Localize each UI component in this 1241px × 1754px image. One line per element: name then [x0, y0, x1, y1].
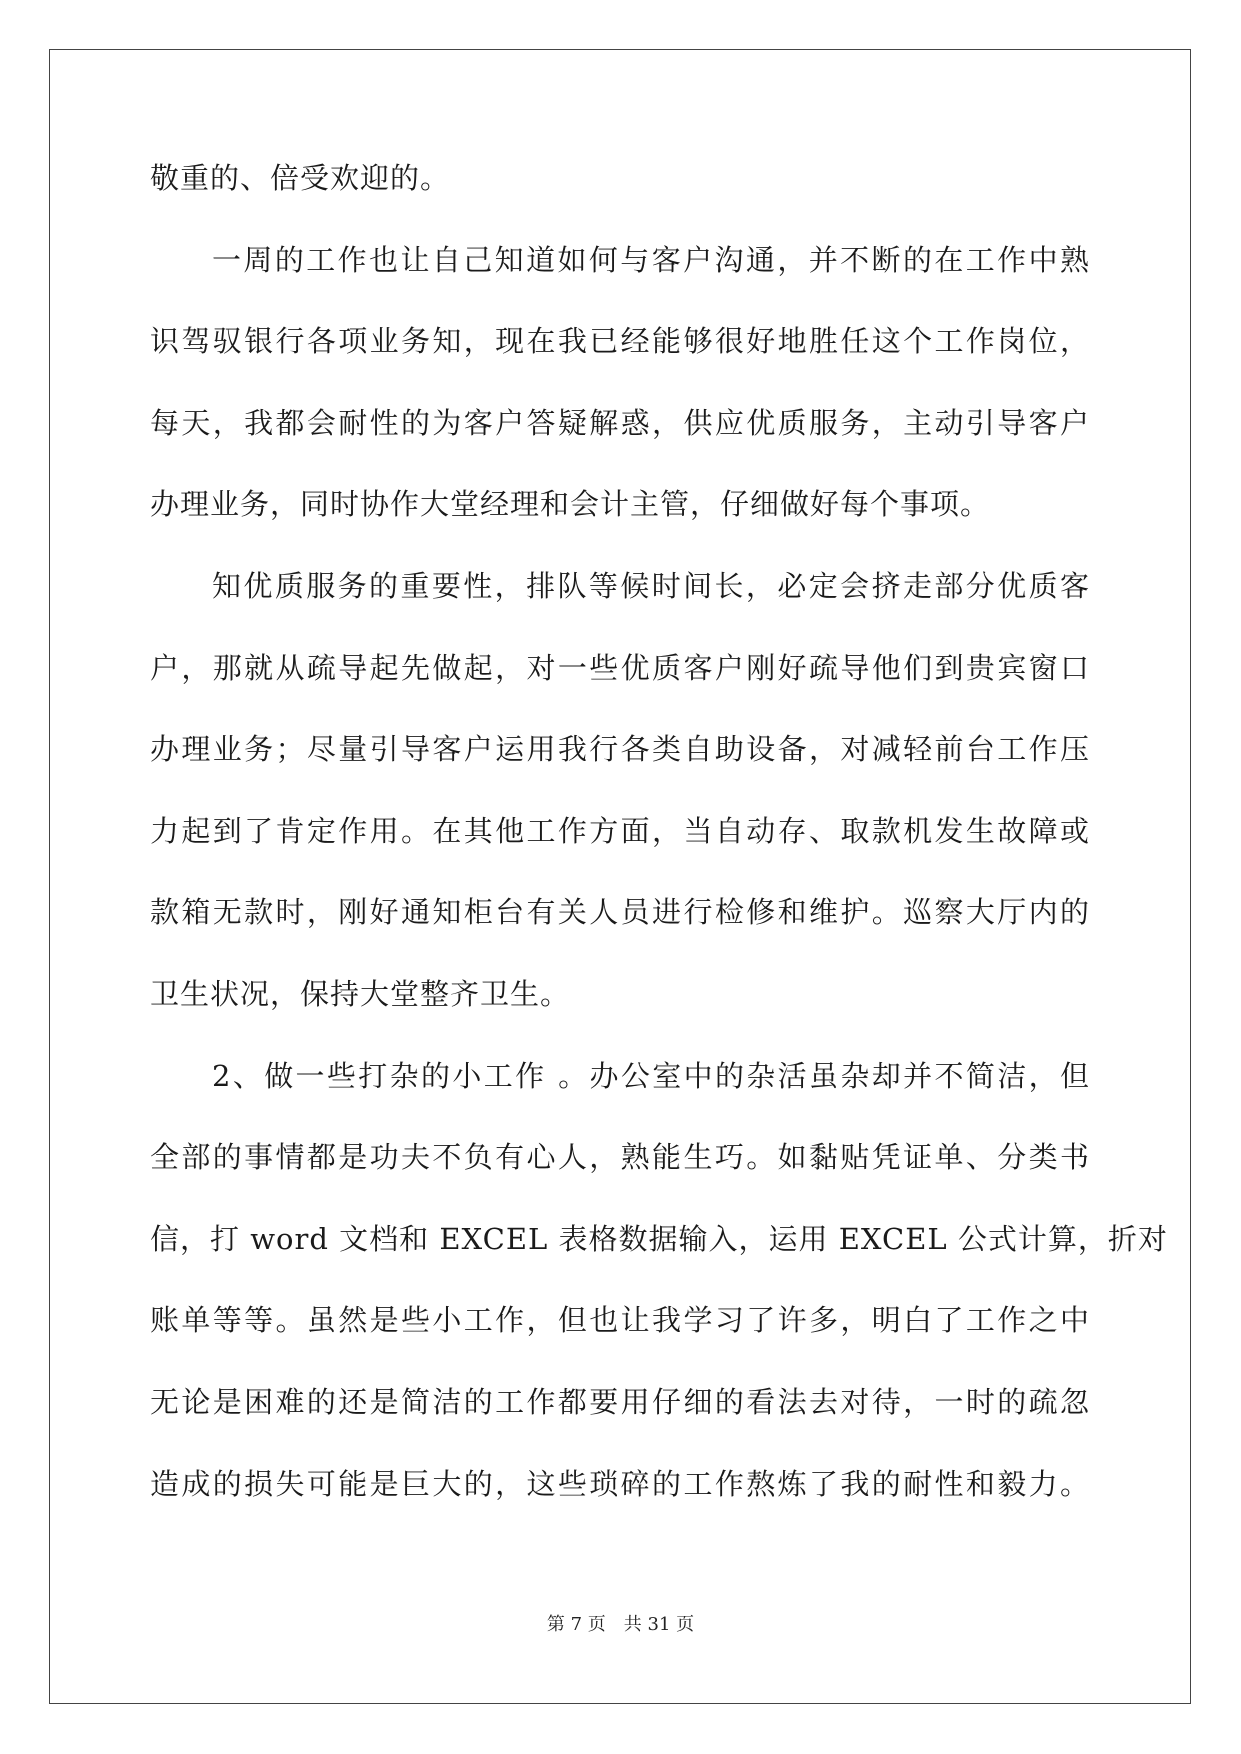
text-line: 2、做一些打杂的小工作 。办公室中的杂活虽杂却并不简洁，但	[212, 1058, 1090, 1093]
page-number: 第 7 页	[546, 1614, 606, 1635]
text-line: 办理业务；尽量引导客户运用我行各类自助设备，对减轻前台工作压	[150, 732, 1090, 767]
text-line: 识驾驭银行各项业务知，现在我已经能够很好地胜任这个工作岗位，	[150, 324, 1090, 359]
page-footer	[0, 1610, 1241, 1636]
text-line: 每天，我都会耐性的为客户答疑解惑，供应优质服务，主动引导客户	[150, 405, 1090, 440]
text-line: 办理业务，同时协作大堂经理和会计主管，仔细做好每个事项。	[150, 487, 991, 522]
text-line: 全部的事情都是功夫不负有心人，熟能生巧。如黏贴凭证单、分类书	[150, 1140, 1090, 1175]
text-line: 力起到了肯定作用。在其他工作方面，当自动存、取款机发生故障或	[150, 813, 1090, 848]
page-total: 共 31 页	[623, 1614, 695, 1635]
text-line: 账单等等。虽然是些小工作，但也让我学习了许多，明白了工作之中	[150, 1303, 1090, 1338]
text-line: 款箱无款时，刚好通知柜台有关人员进行检修和维护。巡察大厅内的	[150, 895, 1090, 930]
document-body	[150, 158, 1168, 1545]
text-line: 造成的损失可能是巨大的，这些琐碎的工作熬炼了我的耐性和毅力。	[150, 1466, 1090, 1501]
text-line: 无论是困难的还是简洁的工作都要用仔细的看法去对待，一时的疏忽	[150, 1384, 1090, 1419]
text-line: 卫生状况，保持大堂整齐卫生。	[150, 976, 571, 1011]
text-line: 户，那就从疏导起先做起，对一些优质客户刚好疏导他们到贵宾窗口	[150, 650, 1090, 685]
text-line: 知优质服务的重要性，排队等候时间长，必定会挤走部分优质客	[212, 568, 1090, 603]
text-line: 一周的工作也让自己知道如何与客户沟通，并不断的在工作中熟	[212, 242, 1090, 277]
text-line: 信，打 word 文档和 EXCEL 表格数据输入，运用 EXCEL 公式计算，折对	[150, 1221, 1168, 1256]
text-line: 敬重的、倍受欢迎的。	[150, 161, 451, 195]
